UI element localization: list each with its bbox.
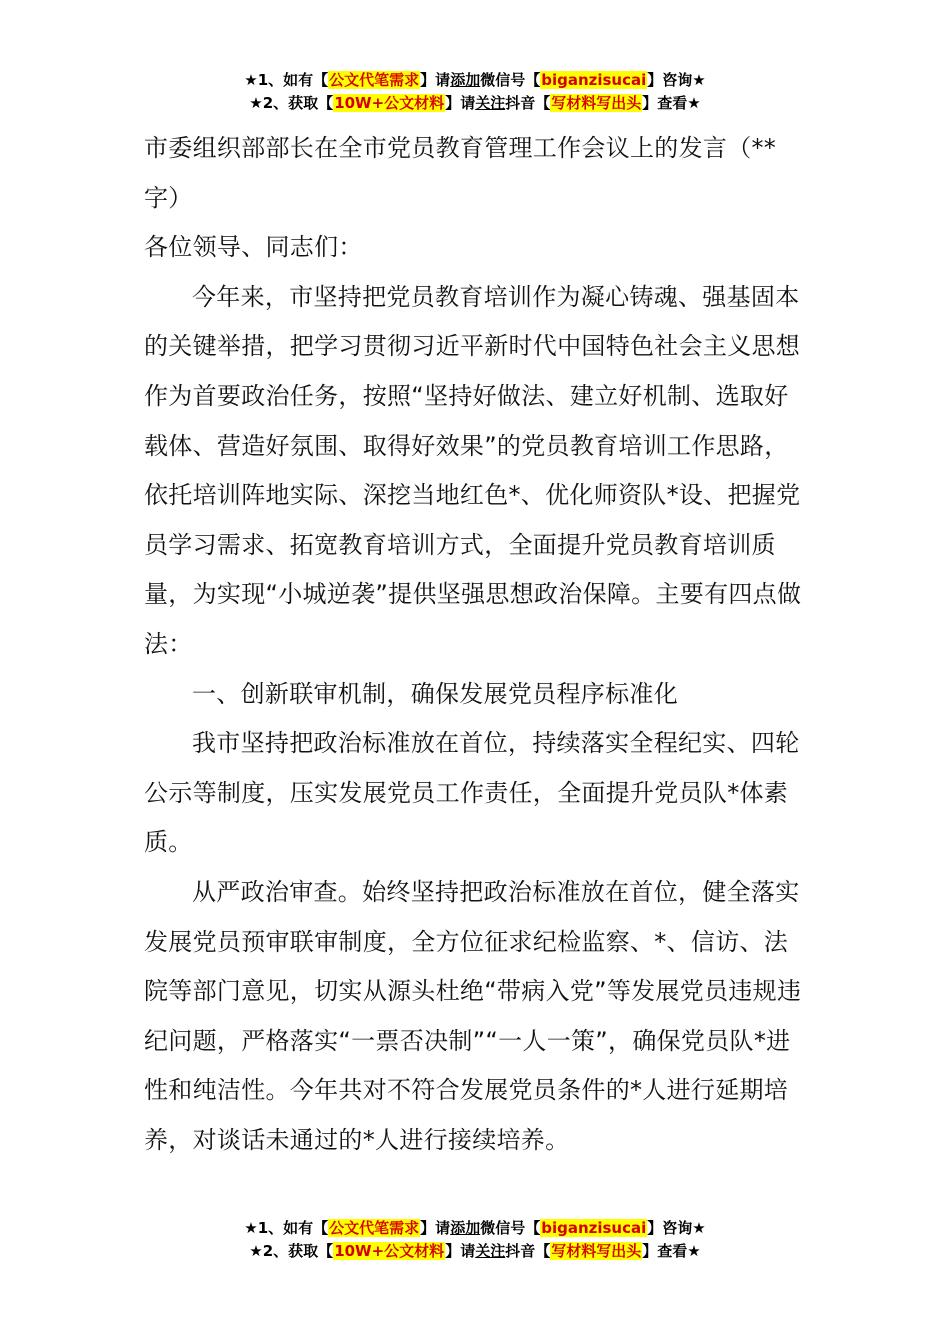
promo-text: 抖音【 [505, 1242, 551, 1260]
promo-wechat-id: biganzisucai [541, 71, 647, 89]
promo-line-2 [0, 92, 950, 115]
paragraph-section-intro: 我市坚持把政治标准放在首位，持续落实全程纪实、四轮公示等制度，压实发展党员工作责任，全面提升党员队*体素质。 [144, 729, 800, 857]
promo-douyin-id: 写材料写出头 [551, 94, 642, 112]
promo-text: 】请 [445, 94, 476, 112]
promo-emphasis: 关注 [475, 94, 506, 112]
promo-highlight: 公文代笔需求 [329, 1219, 420, 1237]
promo-text: 】咨询★ [647, 1219, 706, 1237]
promo-line-1 [0, 1217, 950, 1240]
promo-text: ★1、如有【 [244, 71, 329, 89]
promo-emphasis: 添加 [450, 1219, 481, 1237]
promo-emphasis: 关注 [475, 1242, 506, 1260]
promo-text: ★2、获取【 [249, 1242, 334, 1260]
promo-text: 】查看★ [642, 94, 701, 112]
promo-line-2 [0, 1240, 950, 1263]
promo-line-1 [0, 69, 950, 92]
promo-text: 】查看★ [642, 1242, 701, 1260]
promo-text: ★1、如有【 [244, 1219, 329, 1237]
promo-emphasis: 添加 [450, 71, 481, 89]
promo-text: 微信号【 [480, 1219, 541, 1237]
promo-highlight: 10W+公文材料 [334, 1242, 445, 1260]
promo-text: 】请 [445, 1242, 476, 1260]
promo-highlight: 10W+公文材料 [334, 94, 445, 112]
promo-text: ★2、获取【 [249, 94, 334, 112]
promo-banner-bottom [0, 1217, 950, 1263]
promo-text: 】请 [420, 1219, 451, 1237]
promo-highlight: 公文代笔需求 [329, 71, 420, 89]
promo-douyin-id: 写材料写出头 [551, 1242, 642, 1260]
promo-wechat-id: biganzisucai [541, 1219, 647, 1237]
promo-text: 】咨询★ [647, 71, 706, 89]
salutation: 各位领导、同志们： [144, 233, 363, 262]
document-title: 市委组织部部长在全市党员教育管理工作会议上的发言（**字） [144, 134, 777, 212]
promo-banner-top [0, 69, 950, 115]
promo-text: 】请 [420, 71, 451, 89]
document-body [144, 124, 808, 1165]
paragraph-political-review: 从严政治审查。始终坚持把政治标准放在首位，健全落实发展党员预审联审制度，全方位征求纪检监察、*、信访、法院等部门意见，切实从源头杜绝“带病入党”等发展党员违规违纪问题，严格落实“一票否决制”“一人一策”，确保党员队*进性和纯洁性。今年共对不符合发展党员条件的*人进行延期培养，对谈话未通过的*人进行接续培养。 [144, 877, 802, 1154]
section-heading: 一、创新联审机制，确保发展党员程序标准化 [192, 679, 678, 708]
promo-text: 微信号【 [480, 71, 541, 89]
promo-text: 抖音【 [505, 94, 551, 112]
paragraph-intro: 今年来，市坚持把党员教育培训作为凝心铸魂、强基固本的关键举措，把学习贯彻习近平新时代中国特色社会主义思想作为首要政治任务，按照“坚持好做法、建立好机制、选取好载体、营造好氛围、取得好效果”的党员教育培训工作思路，依托培训阵地实际、深挖当地红色*、优化师资队*设、把握党员学习需求、拓宽教育培训方式，全面提升党员教育培训质量，为实现“小城逆袭”提供坚强思想政治保障。主要有四点做法： [144, 282, 802, 658]
